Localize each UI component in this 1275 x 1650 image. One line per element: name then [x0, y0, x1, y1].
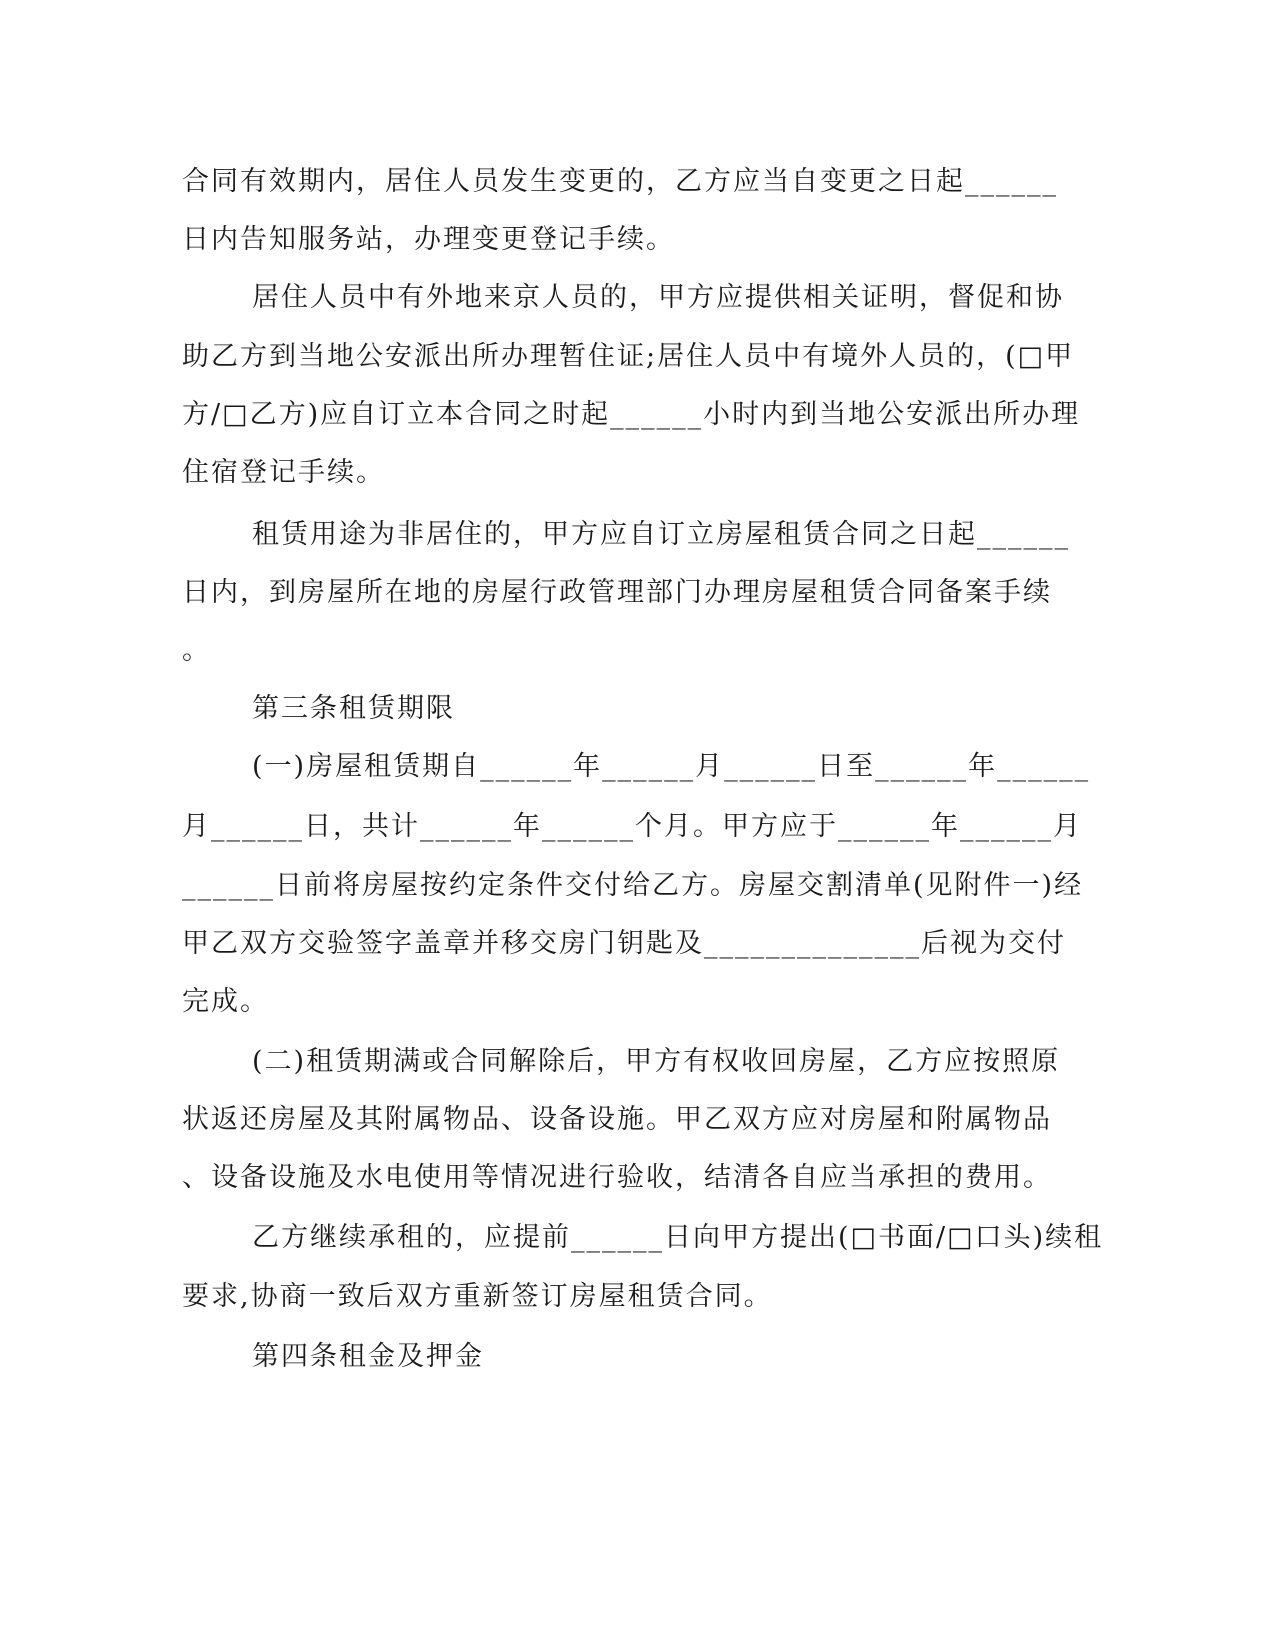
text-line: ______日前将房屋按约定条件交付给乙方。房屋交割清单(见附件一)经	[182, 870, 1084, 901]
section-heading: 第三条租赁期限	[252, 693, 455, 724]
text-line: 。	[182, 635, 211, 666]
text-line: 完成。	[182, 986, 269, 1017]
text-line: 甲乙双方交验签字盖章并移交房门钥匙及______________后视为交付	[182, 928, 1066, 959]
paragraph-start-line: 租赁用途为非居住的，甲方应自订立房屋租赁合同之日起______	[252, 519, 1070, 550]
text-line: 、设备设施及水电使用等情况进行验收，结清各自应当承担的费用。	[182, 1162, 1052, 1193]
text-line: 方/□乙方)应自订立本合同之时起______小时内到当地公安派出所办理	[182, 399, 1081, 430]
text-line: 合同有效期内，居住人员发生变更的，乙方应当自变更之日起______	[182, 166, 1058, 197]
text-line: 要求,协商一致后双方重新签订房屋租赁合同。	[182, 1281, 773, 1312]
text-line: 日内告知服务站，办理变更登记手续。	[182, 224, 675, 255]
text-line: 状返还房屋及其附属物品、设备设施。甲乙双方应对房屋和附属物品	[182, 1104, 1052, 1135]
text-line: 日内，到房屋所在地的房屋行政管理部门办理房屋租赁合同备案手续	[182, 577, 1052, 608]
text-line: 住宿登记手续。	[182, 457, 385, 488]
paragraph-start-line: 居住人员中有外地来京人员的，甲方应提供相关证明，督促和协	[252, 282, 1064, 313]
paragraph-start-line: 乙方继续承租的，应提前______日向甲方提出(□书面/□口头)续租	[252, 1222, 1104, 1253]
text-line: 月______日，共计______年______个月。甲方应于______年______月	[182, 811, 1082, 842]
text-line: 助乙方到当地公安派出所办理暂住证;居住人员中有境外人员的，(□甲	[182, 341, 1075, 372]
paragraph-start-line: (二)租赁期满或合同解除后，甲方有权收回房屋，乙方应按照原	[252, 1046, 1061, 1077]
section-heading: 第四条租金及押金	[252, 1341, 484, 1372]
paragraph-start-line: (一)房屋租赁期自______年______月______日至______年______	[252, 751, 1091, 782]
